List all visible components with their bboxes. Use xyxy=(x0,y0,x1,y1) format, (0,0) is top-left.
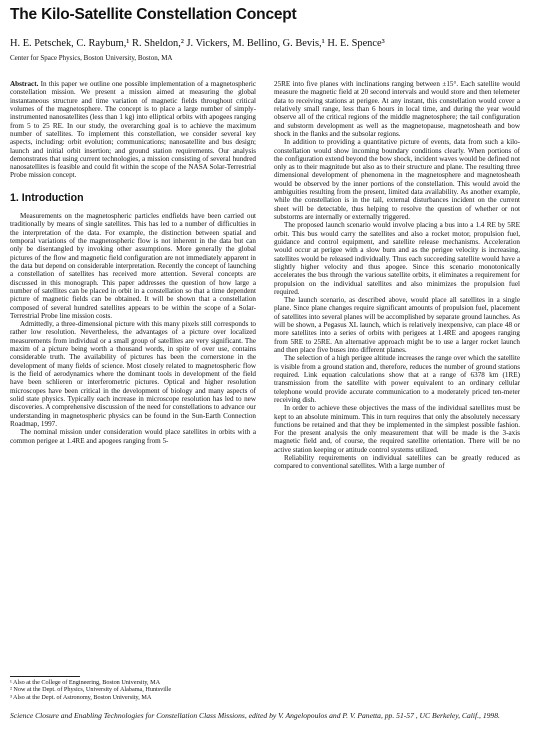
paragraph: The nominal mission under consideration would place satellites in orbits with a common perigee at 1.4RE and apogees ranging from 5- xyxy=(10,428,256,445)
paragraph: 25RE into five planes with inclinations ranging between ±15°. Each satellite would measure the magnetic field at 20 second intervals and would store and then telemeter data to receiving stations at perigee. At any instant, this constellation would cover a relatively small range, less than 6 hours in local time, and during the year would observe all of the critical regions of the middle magnetosphere; the tail configuration and substorm development as well as the magnetopause, magnetosheath and bow shock in the flanks and the subsolar regions. xyxy=(274,80,520,138)
paragraph: Reliability requirements on individual satellites can be greatly reduced as compared to conventional satellites. With a large number of xyxy=(274,454,520,471)
paragraph: The selection of a high perigee altitude increases the range over which the satellite is visible from a ground station and, therefore, reduces the number of ground stations required. Link equation calculations show that at a range of 6378 km (1RE) transmission from the satellite with power equivalent to an ordinary cellular telephone would provide accurate communication to a moderately priced ten-meter receiving dish. xyxy=(274,354,520,404)
footnote: ³ Also at the Dept. of Astronomy, Boston University, MA xyxy=(10,693,152,701)
paper-title: The Kilo-Satellite Constellation Concept xyxy=(10,6,297,23)
paragraph: In order to achieve these objectives the mass of the individual satellites must be kept to an absolute minimum. This in turn requires that only the absolutely necessary functions be retained and that they be implemented in the simplest possible fashion. For the present analysis the only measurement that will be made is the 3-axis magnetic field and, of course, the required satellite orientation. There will be no active station keeping or attitude control systems utilized. xyxy=(274,404,520,454)
footnote-rule xyxy=(10,676,80,677)
author-list: H. E. Petschek, C. Raybum,¹ R. Sheldon,² J. Vickers, M. Bellino, G. Bevis,¹ H. E. Spence³ xyxy=(10,38,385,49)
footnotes xyxy=(10,676,256,701)
abstract-label: Abstract. xyxy=(10,80,39,88)
paragraph: In addition to providing a quantitative picture of events, data from such a kilo-constellation would show incoming boundary conditions clearly. When portions of the configuration extend beyond the bow shock, incident waves would be defined not only as to their magnitude but also as to their structure and plane. The resulting three dimensional development of phenomena in the magnetosphere and magnetosheath would be observed by the inner portions of the constellation. This would avoid the ambiguities resulting from the present, limited data availability. As another example, while the constellation is in the tail, external disturbances incident on the current sheet will be detectable, thus helping to resolve the question of whether or not substorms are internally or externally triggered. xyxy=(274,138,520,221)
affiliation: Center for Space Physics, Boston University, Boston, MA xyxy=(10,54,173,62)
paragraph: Measurements on the magnetospheric particles endfields have been carried out traditionally by means of single satellites. This has led to a number of difficulties in the interpretation of the data. For example, the distinction between spatial and temporal variations of the magnetospheric flow is not inherent in the data but can only be disentangled by invoking other assumptions. More generally the global pictures of the flow and magnetic field configuration are not immediately apparent in the data but depend on considerable interpretation. Recently the concept of launching a constellation of satellites has received more attention. Several concepts are discussed in this monograph. This paper addresses the question of how large a number of satellites can be placed in orbit in a constellation so that a time dependent picture of magnetic fields can be obtained. It will be shown that a constellation composed of several hundred satellites appears to be within the scope of a Solar-Terrestrial Probe line mission costs. xyxy=(10,212,256,320)
footnote: ¹ Also at the College of Engineering, Boston University, MA xyxy=(10,679,161,686)
footnote: ² Now at the Dept. of Physics, University of Alabama, Huntsville xyxy=(10,686,172,694)
abstract xyxy=(10,80,256,180)
abstract-text: In this paper we outline one possible implementation of a magnetospheric constellation mission. We present a mission aimed at measuring the global instantaneous structure and time variation of magnetic fields throughout critical volumes of the magnetosphere. The concept is to place a large number of simply-instrumented nanosatellites (less than 1 kg) into elliptical orbits with apogees ranging from 5 to 25 RE. In our study, the overarching goal is to achieve the maximum number of satellites. To implement this constellation, we consider several key aspects, including: orbit evolution; communications; nanosatellite and bus design; launch and initial orbit insertion; and ground station requirements. Our analysis demonstrates that using current technologies, a mission consisting of several hundred nanosatellites is feasible and could fit within the scope of the NASA Solar-Terrestrial Probe mission concept. xyxy=(10,80,256,180)
section-heading: 1. Introduction xyxy=(10,191,84,204)
citation-footer: Science Closure and Enabling Technologies for Constellation Class Missions, edited by V. Angelopoulos and P. V. Panetta, pp. 51-57 , UC Berkeley, Calif., 1998. xyxy=(10,711,500,720)
paragraph: The proposed launch scenario would involve placing a bus into a 1.4 RE by 5RE orbit. This bus would carry the satellites and also a rocket motor, propulsion fuel, guidance and control equipment, and satellite release mechanisms. Acceleration would occur at perigee with a slow burn and as the perigee velocity is increasing, satellites would be released individually. Thus each succeeding satellite would have a slightly higher velocity and thus apogee. Since this scenario monotonically accelerates the bus through the various satellite orbits, it eliminates a requirement for propulsion on the individual satellites and also minimizes the propulsion fuel required. xyxy=(274,221,520,296)
paragraph: Admittedly, a three-dimensional picture with this many pixels still corresponds to rather low resolution. Nevertheless, the advantages of a picture over localized measurements from individual or a small group of satellites are very significant. The maxim of a picture being worth a thousand words, in spite of over use, contains considerable truth. The availability of pictures has been the cornerstone in the development of many fields of science. Most closely related to magnetospheric flow is the field of aerodynamics where the dominant tools in development of the field have been schlieren or interferometric pictures. Optical and higher resolution microscopes have been critical in the development of biology and many aspects of solid state physics. Typically each increase in microscope resolution has led to new discoveries. A comprehensive discussion of the need for constellations to advance our understanding in magnetospheric physics can be found in the Sun-Earth Connection Roadmap, 1997. xyxy=(10,320,256,428)
paragraph: The launch scenario, as described above, would place all satellites in a single plane. Since plane changes require significant amounts of propulsion fuel, placement of satellites into several planes will be accomplished by separate ground launches. As will be shown, a Pegasus XL launch, which is relatively inexpensive, can place 48 or more satellites into a series of orbits with perigees at 1.4RE and apogees ranging from 5RE to 25RE. An alternative approach might be to use a larger rocket launch and then place five buses into different planes. xyxy=(274,296,520,354)
left-column xyxy=(10,80,256,445)
right-column xyxy=(274,80,520,471)
